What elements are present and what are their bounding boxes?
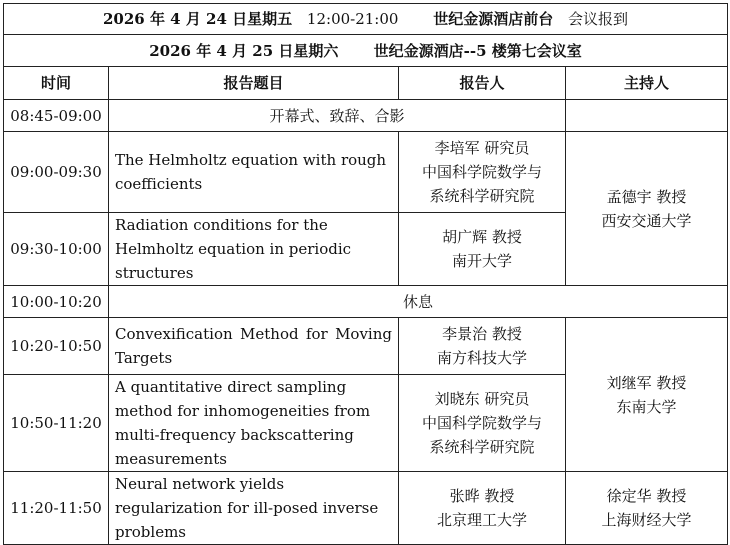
banner-row-session <box>4 35 728 67</box>
row-title: Neural network yields regularization for ill-posed inverse problems <box>109 472 399 545</box>
row-title: 开幕式、致辞、合影 <box>109 100 566 132</box>
row-speaker <box>399 318 566 375</box>
speaker-name: 张晔 教授 <box>449 487 515 505</box>
row-title: Radiation conditions for the Helmholtz equation in periodic structures <box>109 213 399 286</box>
row-speaker <box>399 472 566 545</box>
column-header-speaker: 报告人 <box>399 67 566 100</box>
speaker-affiliation: 中国科学院数学与 <box>421 163 542 181</box>
registration-banner <box>4 4 728 35</box>
banner-row-registration <box>4 4 728 35</box>
row-time: 10:20-10:50 <box>4 318 109 375</box>
registration-event: 会议报到 <box>568 10 629 28</box>
registration-date: 2026 年 4 月 24 日星期五 <box>102 10 293 28</box>
speaker-affiliation: 南开大学 <box>451 252 512 270</box>
table-row <box>4 100 728 132</box>
speaker-affiliation: 系统科学研究院 <box>429 438 535 456</box>
row-time: 10:00-10:20 <box>4 286 109 318</box>
row-chair <box>566 472 728 545</box>
speaker-name: 李景治 教授 <box>442 325 522 343</box>
row-title: 休息 <box>109 286 728 318</box>
chair-name: 孟德宇 教授 <box>606 187 687 206</box>
chair-name: 刘继军 教授 <box>606 373 687 392</box>
registration-venue: 世纪金源酒店前台 <box>433 10 554 28</box>
table-row <box>4 132 728 213</box>
column-header-title: 报告题目 <box>109 67 399 100</box>
row-title: Convexification Method for Moving Targets <box>109 318 399 375</box>
speaker-affiliation: 南方科技大学 <box>436 349 527 367</box>
speaker-name: 胡广辉 教授 <box>442 228 522 246</box>
row-title: The Helmholtz equation with rough coefficients <box>109 132 399 213</box>
row-chair <box>566 318 728 472</box>
row-speaker <box>399 375 566 472</box>
header-row <box>4 67 728 100</box>
row-speaker <box>399 132 566 213</box>
speaker-affiliation: 中国科学院数学与 <box>421 414 542 432</box>
row-time: 11:20-11:50 <box>4 472 109 545</box>
schedule-table <box>3 3 728 545</box>
row-speaker <box>399 213 566 286</box>
speaker-affiliation: 系统科学研究院 <box>429 187 535 205</box>
row-title: A quantitative direct sampling method for inhomogeneities from multi-frequency backscattering measurements <box>109 375 399 472</box>
chair-name: 徐定华 教授 <box>606 487 687 505</box>
table-row <box>4 472 728 545</box>
chair-cell-empty <box>566 100 728 132</box>
row-time: 09:00-09:30 <box>4 132 109 213</box>
column-header-time: 时间 <box>4 67 109 100</box>
chair-affiliation: 东南大学 <box>616 397 677 416</box>
row-time: 08:45-09:00 <box>4 100 109 132</box>
table-row <box>4 286 728 318</box>
speaker-name: 刘晓东 研究员 <box>434 390 530 408</box>
registration-time: 12:00-21:00 <box>306 10 399 28</box>
speaker-name: 李培军 研究员 <box>434 139 530 157</box>
session-date: 2026 年 4 月 25 日星期六 <box>149 41 339 60</box>
row-time: 09:30-10:00 <box>4 213 109 286</box>
session-venue: 世纪金源酒店--5 楼第七会议室 <box>373 41 582 60</box>
row-time: 10:50-11:20 <box>4 375 109 472</box>
chair-affiliation: 西安交通大学 <box>601 211 692 230</box>
speaker-affiliation: 北京理工大学 <box>436 511 527 529</box>
row-chair <box>566 132 728 286</box>
table-row <box>4 318 728 375</box>
chair-affiliation: 上海财经大学 <box>601 511 692 529</box>
session-banner <box>4 35 728 67</box>
column-header-chair: 主持人 <box>566 67 728 100</box>
